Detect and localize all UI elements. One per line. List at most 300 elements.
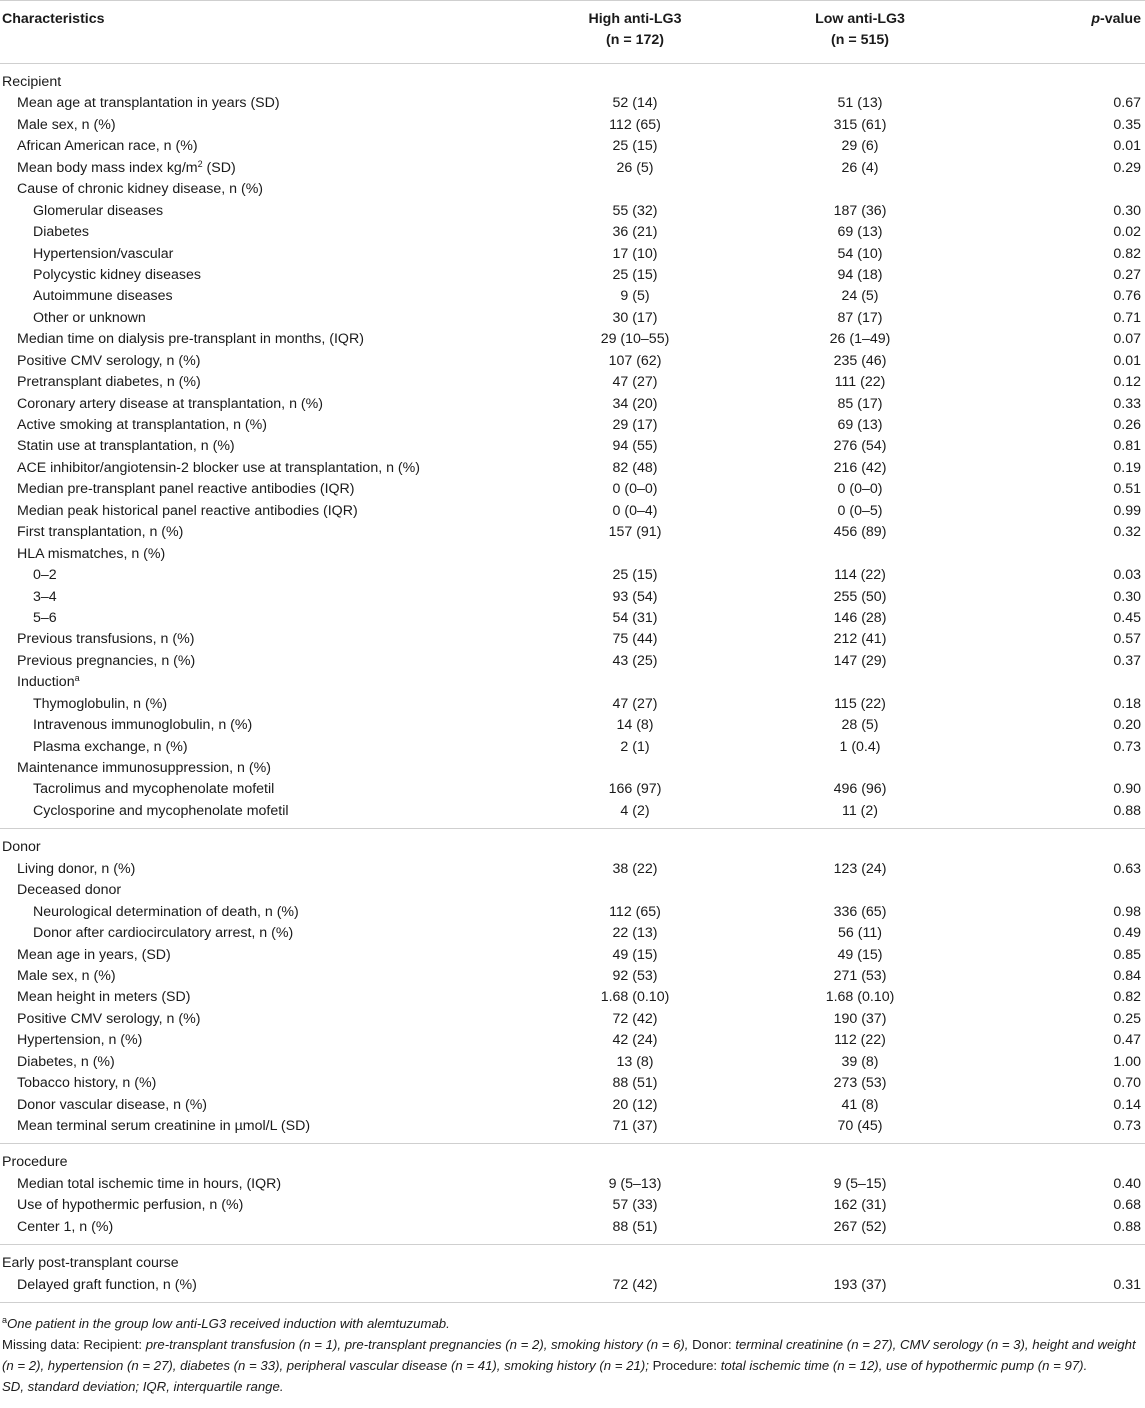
row-label-text: Plasma exchange, n (%) bbox=[33, 738, 188, 755]
cell-low-anti-lg3: 0 (0–5) bbox=[837, 502, 883, 519]
row-label-text: Diabetes bbox=[33, 224, 89, 241]
cell-p-value: 0.82 bbox=[1113, 245, 1141, 262]
cell-low-anti-lg3: 115 (22) bbox=[834, 695, 886, 712]
table-row bbox=[0, 1116, 1145, 1137]
row-label-text: Mean age at transplantation in years (SD) bbox=[17, 95, 280, 112]
row-label-text: Donor vascular disease, n (%) bbox=[17, 1096, 208, 1113]
cell-p-value: 0.45 bbox=[1113, 609, 1141, 626]
table-row bbox=[0, 394, 1145, 415]
cell-p-value: 0.33 bbox=[1113, 395, 1141, 412]
table-row bbox=[0, 565, 1145, 586]
section-procedure bbox=[0, 1144, 1145, 1245]
row-label-text: Induction bbox=[17, 674, 75, 691]
cell-low-anti-lg3: 267 (52) bbox=[833, 1218, 887, 1235]
cell-low-anti-lg3: 41 (8) bbox=[841, 1096, 879, 1113]
cell-low-anti-lg3: 212 (41) bbox=[833, 631, 887, 648]
row-label bbox=[0, 1217, 560, 1238]
header-p-italic: p bbox=[1091, 11, 1100, 27]
cell-high-anti-lg3: 13 (8) bbox=[616, 1053, 654, 1070]
table-row bbox=[0, 501, 1145, 522]
cell-p-value: 0.73 bbox=[1113, 1118, 1141, 1135]
cell-low-anti-lg3: 26 (4) bbox=[841, 159, 879, 176]
cell-high-anti-lg3: 22 (13) bbox=[612, 925, 658, 942]
cell-low-anti-lg3: 336 (65) bbox=[833, 903, 887, 920]
footnote-missing-detail: pre-transplant transfusion (n = 1), pre-transplant pregnancies (n = 2), smoking history (n = 6), bbox=[145, 1337, 693, 1353]
table-row bbox=[0, 351, 1145, 372]
row-label bbox=[0, 436, 560, 457]
cell-low-anti-lg3: 255 (50) bbox=[833, 588, 887, 605]
cell-high-anti-lg3: 92 (53) bbox=[612, 967, 658, 984]
cell-low-anti-lg3: 146 (28) bbox=[833, 609, 887, 626]
cell-high-anti-lg3: 75 (44) bbox=[612, 631, 658, 648]
row-label-text: Cause of chronic kidney disease, n (%) bbox=[17, 181, 264, 198]
cell-high-anti-lg3: 94 (55) bbox=[612, 438, 658, 455]
cell-low-anti-lg3: 39 (8) bbox=[841, 1053, 879, 1070]
cell-p-value: 0.30 bbox=[1113, 588, 1141, 605]
row-label bbox=[0, 779, 560, 800]
row-label bbox=[0, 115, 560, 136]
row-label-text: Intravenous immunoglobulin, n (%) bbox=[33, 717, 253, 734]
cell-high-anti-lg3: 49 (15) bbox=[612, 946, 658, 963]
table-row bbox=[0, 1217, 1145, 1238]
cell-high-anti-lg3: 93 (54) bbox=[612, 588, 658, 605]
cell-p-value: 0.84 bbox=[1113, 967, 1141, 984]
row-label bbox=[0, 1116, 560, 1137]
cell-high-anti-lg3: 30 (17) bbox=[612, 309, 658, 326]
row-label bbox=[0, 629, 560, 650]
row-label-text: Positive CMV serology, n (%) bbox=[17, 1010, 201, 1027]
table-row bbox=[0, 329, 1145, 350]
row-label bbox=[0, 966, 560, 987]
cell-p-value: 0.81 bbox=[1113, 438, 1141, 455]
cell-high-anti-lg3: 36 (21) bbox=[612, 224, 658, 241]
row-label-text: Mean body mass index kg/m bbox=[17, 159, 198, 176]
table-row bbox=[0, 1030, 1145, 1051]
row-label-text: 0–2 bbox=[33, 567, 57, 584]
table-row bbox=[0, 758, 1145, 779]
section-recipient bbox=[0, 64, 1145, 829]
row-label-text: HLA mismatches, n (%) bbox=[17, 545, 166, 562]
header-p-rest: -value bbox=[1099, 11, 1141, 27]
row-label bbox=[0, 222, 560, 243]
row-label-text: Previous pregnancies, n (%) bbox=[17, 652, 196, 669]
row-label bbox=[0, 372, 560, 393]
cell-high-anti-lg3: 112 (65) bbox=[609, 903, 661, 920]
header-high-anti-lg3 bbox=[560, 9, 710, 53]
cell-low-anti-lg3: 216 (42) bbox=[833, 459, 887, 476]
cell-high-anti-lg3: 55 (32) bbox=[612, 202, 658, 219]
cell-p-value: 0.99 bbox=[1113, 502, 1141, 519]
cell-p-value: 0.01 bbox=[1113, 138, 1141, 155]
cell-low-anti-lg3: 111 (22) bbox=[834, 374, 886, 391]
cell-low-anti-lg3: 315 (61) bbox=[833, 116, 887, 133]
cell-p-value: 0.30 bbox=[1113, 202, 1141, 219]
row-label bbox=[0, 158, 560, 179]
row-label bbox=[0, 93, 560, 114]
table-row bbox=[0, 608, 1145, 629]
cell-p-value: 0.03 bbox=[1113, 567, 1141, 584]
cell-high-anti-lg3: 88 (51) bbox=[612, 1218, 658, 1235]
row-label-text: Male sex, n (%) bbox=[17, 967, 116, 984]
row-label bbox=[0, 923, 560, 944]
cell-low-anti-lg3: 123 (24) bbox=[833, 860, 887, 877]
cell-high-anti-lg3: 42 (24) bbox=[612, 1032, 658, 1049]
footnote-missing-category: Donor: bbox=[692, 1337, 736, 1353]
row-label-text: Median time on dialysis pre-transplant in months, (IQR) bbox=[17, 331, 364, 348]
cell-high-anti-lg3: 1.68 (0.10) bbox=[600, 989, 670, 1006]
table-row bbox=[0, 244, 1145, 265]
row-label-text: Living donor, n (%) bbox=[17, 860, 136, 877]
row-label bbox=[0, 737, 560, 758]
cell-low-anti-lg3: 276 (54) bbox=[833, 438, 887, 455]
cell-low-anti-lg3: 11 (2) bbox=[841, 802, 878, 819]
cell-high-anti-lg3: 26 (5) bbox=[616, 159, 654, 176]
cell-low-anti-lg3: 51 (13) bbox=[837, 95, 883, 112]
cell-low-anti-lg3: 112 (22) bbox=[834, 1032, 886, 1049]
section-title-label: Early post-transplant course bbox=[2, 1255, 179, 1272]
row-label-suffix: (SD) bbox=[202, 159, 236, 176]
cell-p-value: 0.02 bbox=[1113, 224, 1141, 241]
footnotes bbox=[0, 1303, 1145, 1397]
row-label-text: ACE inhibitor/angiotensin-2 blocker use at transplantation, n (%) bbox=[17, 459, 420, 476]
cell-p-value: 0.68 bbox=[1113, 1197, 1141, 1214]
row-label-text: Median pre-transplant panel reactive antibodies (IQR) bbox=[17, 481, 355, 498]
row-label bbox=[0, 394, 560, 415]
row-label bbox=[0, 1073, 560, 1094]
row-label bbox=[0, 945, 560, 966]
cell-high-anti-lg3: 0 (0–0) bbox=[612, 481, 658, 498]
cell-high-anti-lg3: 57 (33) bbox=[612, 1197, 658, 1214]
row-label-superscript: a bbox=[74, 673, 80, 684]
row-label-text: Pretransplant diabetes, n (%) bbox=[17, 374, 201, 391]
row-label bbox=[0, 694, 560, 715]
cell-p-value: 0.63 bbox=[1113, 860, 1141, 877]
table-row bbox=[0, 222, 1145, 243]
cell-p-value: 0.70 bbox=[1113, 1075, 1141, 1092]
row-label bbox=[0, 1275, 560, 1296]
row-label bbox=[0, 608, 560, 629]
table-row bbox=[0, 286, 1145, 307]
cell-p-value: 0.90 bbox=[1113, 781, 1141, 798]
cell-low-anti-lg3: 70 (45) bbox=[837, 1118, 883, 1135]
header-low-anti-lg3 bbox=[710, 9, 1010, 53]
cell-low-anti-lg3: 187 (36) bbox=[833, 202, 887, 219]
cell-high-anti-lg3: 72 (42) bbox=[612, 1010, 658, 1027]
section-title bbox=[0, 72, 1145, 93]
row-label bbox=[0, 801, 560, 822]
table-row bbox=[0, 1095, 1145, 1116]
footnote-missing-detail: terminal creatinine (n = 27), CMV serology (n = 3), height and weight (n = 2), hypertension (n = 27), diabetes (n = 33), peripheral vascular disease (n = 41), smoking history (n = 21); bbox=[2, 1337, 1136, 1374]
table-row bbox=[0, 966, 1145, 987]
cell-p-value: 0.20 bbox=[1113, 717, 1141, 734]
cell-p-value: 0.67 bbox=[1113, 95, 1141, 112]
table-row bbox=[0, 479, 1145, 500]
row-label-text: Median peak historical panel reactive antibodies (IQR) bbox=[17, 502, 358, 519]
row-label bbox=[0, 1195, 560, 1216]
header-p-value bbox=[1010, 9, 1143, 53]
cell-high-anti-lg3: 54 (31) bbox=[612, 609, 658, 626]
table-row bbox=[0, 880, 1145, 901]
table-row bbox=[0, 1052, 1145, 1073]
row-label bbox=[0, 501, 560, 522]
cell-low-anti-lg3: 0 (0–0) bbox=[837, 481, 883, 498]
cell-high-anti-lg3: 47 (27) bbox=[612, 695, 658, 712]
row-label bbox=[0, 136, 560, 157]
cell-high-anti-lg3: 9 (5–13) bbox=[608, 1175, 662, 1192]
row-label-text: Tobacco history, n (%) bbox=[17, 1075, 157, 1092]
cell-high-anti-lg3: 72 (42) bbox=[612, 1276, 658, 1293]
cell-high-anti-lg3: 157 (91) bbox=[608, 524, 662, 541]
row-label-superscript: 2 bbox=[197, 158, 203, 169]
cell-high-anti-lg3: 82 (48) bbox=[612, 459, 658, 476]
table-row bbox=[0, 672, 1145, 693]
table-body bbox=[0, 64, 1145, 1303]
cell-p-value: 0.32 bbox=[1113, 524, 1141, 541]
cell-high-anti-lg3: 112 (65) bbox=[609, 116, 661, 133]
row-label-text: Center 1, n (%) bbox=[17, 1218, 114, 1235]
section-early-post-transplant-course bbox=[0, 1245, 1145, 1303]
row-label bbox=[0, 565, 560, 586]
row-label-text: Other or unknown bbox=[33, 309, 146, 326]
cell-p-value: 0.47 bbox=[1113, 1032, 1141, 1049]
table-row bbox=[0, 801, 1145, 822]
cell-p-value: 0.14 bbox=[1113, 1096, 1141, 1113]
cell-p-value: 0.98 bbox=[1113, 903, 1141, 920]
cell-high-anti-lg3: 107 (62) bbox=[608, 352, 662, 369]
header-high-n: (n = 172) bbox=[606, 32, 664, 48]
section-title bbox=[0, 1253, 1145, 1274]
row-label-text: Statin use at transplantation, n (%) bbox=[17, 438, 235, 455]
cell-high-anti-lg3: 14 (8) bbox=[616, 717, 654, 734]
cell-low-anti-lg3: 87 (17) bbox=[837, 309, 883, 326]
row-label-text: Positive CMV serology, n (%) bbox=[17, 352, 201, 369]
row-label bbox=[0, 715, 560, 736]
cell-p-value: 0.40 bbox=[1113, 1175, 1141, 1192]
cell-high-anti-lg3: 88 (51) bbox=[612, 1075, 658, 1092]
table-row bbox=[0, 779, 1145, 800]
row-label-text: Neurological determination of death, n (%) bbox=[33, 903, 299, 920]
row-label-text: Mean age in years, (SD) bbox=[17, 946, 171, 963]
row-label-text: 3–4 bbox=[33, 588, 57, 605]
table-row bbox=[0, 544, 1145, 565]
cell-high-anti-lg3: 29 (17) bbox=[612, 417, 658, 434]
row-label-text: Glomerular diseases bbox=[33, 202, 164, 219]
cell-low-anti-lg3: 114 (22) bbox=[834, 567, 886, 584]
row-label-text: African American race, n (%) bbox=[17, 138, 198, 155]
section-title-label: Procedure bbox=[2, 1154, 68, 1171]
cell-p-value: 0.37 bbox=[1113, 652, 1141, 669]
cell-p-value: 0.57 bbox=[1113, 631, 1141, 648]
row-label-text: Coronary artery disease at transplantation, n (%) bbox=[17, 395, 323, 412]
cell-high-anti-lg3: 71 (37) bbox=[612, 1118, 658, 1135]
table-row bbox=[0, 265, 1145, 286]
row-label-text: Deceased donor bbox=[17, 882, 122, 899]
row-label bbox=[0, 758, 560, 779]
header-low-label: Low anti-LG3 bbox=[815, 11, 905, 27]
cell-low-anti-lg3: 190 (37) bbox=[833, 1010, 887, 1027]
table-row bbox=[0, 158, 1145, 179]
cell-p-value: 0.82 bbox=[1113, 989, 1141, 1006]
cell-p-value: 0.85 bbox=[1113, 946, 1141, 963]
cell-low-anti-lg3: 496 (96) bbox=[833, 781, 887, 798]
table-row bbox=[0, 308, 1145, 329]
cell-p-value: 0.18 bbox=[1113, 695, 1141, 712]
cell-high-anti-lg3: 166 (97) bbox=[608, 781, 662, 798]
cell-p-value: 0.35 bbox=[1113, 116, 1141, 133]
table-header bbox=[0, 0, 1145, 64]
cell-low-anti-lg3: 94 (18) bbox=[837, 266, 883, 283]
footnote-missing-category: Recipient: bbox=[83, 1337, 146, 1353]
footnote-a-marker: a bbox=[2, 1315, 8, 1326]
row-label-text: Male sex, n (%) bbox=[17, 116, 116, 133]
cell-p-value: 0.31 bbox=[1113, 1276, 1141, 1293]
row-label bbox=[0, 859, 560, 880]
cell-low-anti-lg3: 29 (6) bbox=[841, 138, 879, 155]
cell-low-anti-lg3: 1.68 (0.10) bbox=[825, 989, 895, 1006]
row-label bbox=[0, 522, 560, 543]
table-row bbox=[0, 436, 1145, 457]
cell-p-value: 0.07 bbox=[1113, 331, 1141, 348]
table-row bbox=[0, 629, 1145, 650]
header-low-n: (n = 515) bbox=[831, 32, 889, 48]
cell-low-anti-lg3: 9 (5–15) bbox=[833, 1175, 887, 1192]
cell-low-anti-lg3: 54 (10) bbox=[837, 245, 883, 262]
row-label-text: Active smoking at transplantation, n (%) bbox=[17, 417, 267, 434]
row-label bbox=[0, 308, 560, 329]
row-label bbox=[0, 987, 560, 1008]
cell-p-value: 0.01 bbox=[1113, 352, 1141, 369]
row-label bbox=[0, 286, 560, 307]
table-row bbox=[0, 1174, 1145, 1195]
row-label bbox=[0, 672, 560, 693]
table-row bbox=[0, 587, 1145, 608]
cell-high-anti-lg3: 0 (0–4) bbox=[612, 502, 658, 519]
cell-low-anti-lg3: 69 (13) bbox=[837, 417, 883, 434]
cell-low-anti-lg3: 147 (29) bbox=[833, 652, 887, 669]
table-row bbox=[0, 987, 1145, 1008]
header-high-label: High anti-LG3 bbox=[588, 11, 682, 27]
cell-high-anti-lg3: 4 (2) bbox=[620, 802, 650, 819]
cell-low-anti-lg3: 1 (0.4) bbox=[839, 738, 881, 755]
table-row bbox=[0, 201, 1145, 222]
section-donor bbox=[0, 829, 1145, 1144]
table-row bbox=[0, 923, 1145, 944]
cell-low-anti-lg3: 193 (37) bbox=[833, 1276, 887, 1293]
cell-high-anti-lg3: 20 (12) bbox=[612, 1096, 658, 1113]
cell-p-value: 0.71 bbox=[1113, 309, 1141, 326]
row-label-text: 5–6 bbox=[33, 609, 57, 626]
footnote-missing-detail: total ischemic time (n = 12), use of hypothermic pump (n = 97). bbox=[720, 1358, 1088, 1374]
row-label-text: Diabetes, n (%) bbox=[17, 1053, 115, 1070]
cell-high-anti-lg3: 34 (20) bbox=[612, 395, 658, 412]
row-label-text: Hypertension/vascular bbox=[33, 245, 174, 262]
header-characteristics: Characteristics bbox=[2, 11, 105, 27]
cell-low-anti-lg3: 235 (46) bbox=[833, 352, 887, 369]
cell-high-anti-lg3: 52 (14) bbox=[612, 95, 658, 112]
row-label bbox=[0, 415, 560, 436]
cell-p-value: 0.27 bbox=[1113, 266, 1141, 283]
table-row bbox=[0, 522, 1145, 543]
cell-high-anti-lg3: 17 (10) bbox=[612, 245, 658, 262]
cell-p-value: 1.00 bbox=[1113, 1053, 1141, 1070]
row-label bbox=[0, 265, 560, 286]
section-title bbox=[0, 837, 1145, 858]
table-row bbox=[0, 136, 1145, 157]
cell-high-anti-lg3: 25 (15) bbox=[612, 266, 658, 283]
footnote-abbreviations: SD, standard deviation; IQR, interquartile range. bbox=[2, 1379, 284, 1395]
row-label bbox=[0, 201, 560, 222]
row-label-text: Hypertension, n (%) bbox=[17, 1032, 143, 1049]
cell-p-value: 0.26 bbox=[1113, 417, 1141, 434]
row-label-text: Maintenance immunosuppression, n (%) bbox=[17, 760, 271, 777]
row-label-text: Use of hypothermic perfusion, n (%) bbox=[17, 1197, 244, 1214]
row-label-text: Donor after cardiocirculatory arrest, n (%) bbox=[33, 925, 294, 942]
section-title bbox=[0, 1152, 1145, 1173]
table-row bbox=[0, 458, 1145, 479]
cell-low-anti-lg3: 49 (15) bbox=[837, 946, 883, 963]
row-label-text: Thymoglobulin, n (%) bbox=[33, 695, 168, 712]
cell-p-value: 0.73 bbox=[1113, 738, 1141, 755]
cell-high-anti-lg3: 9 (5) bbox=[620, 288, 650, 305]
table-row bbox=[0, 945, 1145, 966]
cell-low-anti-lg3: 273 (53) bbox=[833, 1075, 887, 1092]
table-row bbox=[0, 902, 1145, 923]
row-label bbox=[0, 1030, 560, 1051]
table-row bbox=[0, 737, 1145, 758]
table-row bbox=[0, 1009, 1145, 1030]
row-label bbox=[0, 479, 560, 500]
row-label bbox=[0, 1095, 560, 1116]
row-label-text: Previous transfusions, n (%) bbox=[17, 631, 195, 648]
row-label-text: First transplantation, n (%) bbox=[17, 524, 184, 541]
cell-low-anti-lg3: 85 (17) bbox=[837, 395, 883, 412]
table-row bbox=[0, 859, 1145, 880]
cell-high-anti-lg3: 2 (1) bbox=[620, 738, 650, 755]
section-title-label: Donor bbox=[2, 839, 41, 856]
row-label-text: Mean terminal serum creatinine in µmol/L (SD) bbox=[17, 1118, 311, 1135]
footnote-missing-lead: Missing data: bbox=[2, 1337, 84, 1353]
cell-p-value: 0.51 bbox=[1113, 481, 1141, 498]
cell-low-anti-lg3: 162 (31) bbox=[833, 1197, 887, 1214]
table-row bbox=[0, 1195, 1145, 1216]
row-label bbox=[0, 329, 560, 350]
cell-p-value: 0.29 bbox=[1113, 159, 1141, 176]
table-row bbox=[0, 715, 1145, 736]
row-label bbox=[0, 351, 560, 372]
row-label bbox=[0, 880, 560, 901]
cell-high-anti-lg3: 47 (27) bbox=[612, 374, 658, 391]
table-row bbox=[0, 651, 1145, 672]
cell-low-anti-lg3: 456 (89) bbox=[833, 524, 887, 541]
table-row bbox=[0, 372, 1145, 393]
cell-high-anti-lg3: 25 (15) bbox=[612, 567, 658, 584]
table-row bbox=[0, 1275, 1145, 1296]
cell-p-value: 0.19 bbox=[1113, 459, 1141, 476]
row-label-text: Mean height in meters (SD) bbox=[17, 989, 191, 1006]
row-label-text: Cyclosporine and mycophenolate mofetil bbox=[33, 802, 289, 819]
footnote-a bbox=[2, 1313, 1143, 1334]
footnote-missing-category: Procedure: bbox=[652, 1358, 721, 1374]
table-row bbox=[0, 93, 1145, 114]
cell-low-anti-lg3: 271 (53) bbox=[833, 967, 887, 984]
row-label-text: Autoimmune diseases bbox=[33, 288, 173, 305]
cell-p-value: 0.25 bbox=[1113, 1010, 1141, 1027]
row-label-text: Tacrolimus and mycophenolate mofetil bbox=[33, 781, 275, 798]
table-row bbox=[0, 179, 1145, 200]
row-label bbox=[0, 902, 560, 923]
cell-high-anti-lg3: 25 (15) bbox=[612, 138, 658, 155]
table-row bbox=[0, 415, 1145, 436]
